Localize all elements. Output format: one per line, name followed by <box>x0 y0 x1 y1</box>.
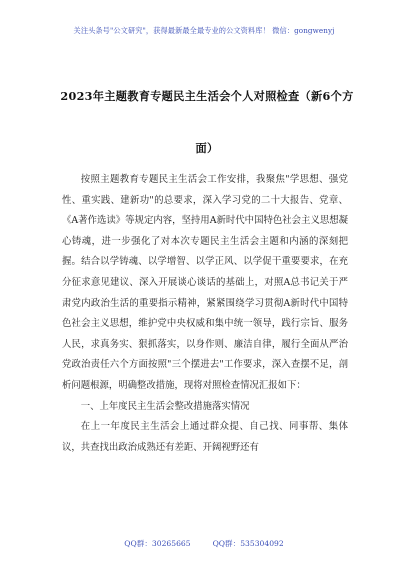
body-paragraph: 按照主题教育专题民主生活会工作安排，我聚焦"学思想、强党性、重实践、建新功"的总要求，深入学习党的二十大报告、党章、《A著作选读》等规定内容，坚持用A新时代中国特色社会主义思想凝心铸魂，进一步强化了对本次专题民主生活会主题和内涵的深刻把握。结合以学铸魂、以学增智、以学正风、以学促干重要要求，在充分征求意见建议、深入开展谈心谈话的基础上，对照A总书记关于严肃党内政治生活的重要指示精神，紧紧围绕学习贯彻A新时代中国特色社会主义思想，维护党中央权威和集中统一领导，践行宗旨、服务人民，求真务实、狠抓落实，以身作则、廉洁自律，履行全面从严治党政治责任六个方面按照"三个摆进去"工作要求，深入查摆不足，剖析问题根源，明确整改措施，现将对照检查情况汇报如下： <box>62 174 348 391</box>
footer-qq-group-1: QQ群：30265665 <box>124 539 191 548</box>
section-paragraph: 在上一年度民主生活会上通过群众提、自己找、同事帮、集体议，共查找出政治成熟还有差距、开阔视野还有 <box>62 421 348 453</box>
header-banner: 关注头条号"公文研究"，获得最新最全最专业的公文资料库！ 微信：gongwenyj <box>73 26 335 35</box>
footer-qq-group-2: QQ群：535304092 <box>212 539 284 548</box>
document-body <box>62 170 348 458</box>
footer-contacts <box>0 538 408 549</box>
document-title: 2023年主题教育专题民主生活会个人对照检查（新6个方面） <box>60 89 354 155</box>
section-heading: 一、上年度民主生活会整改措施落实情况 <box>80 400 250 412</box>
